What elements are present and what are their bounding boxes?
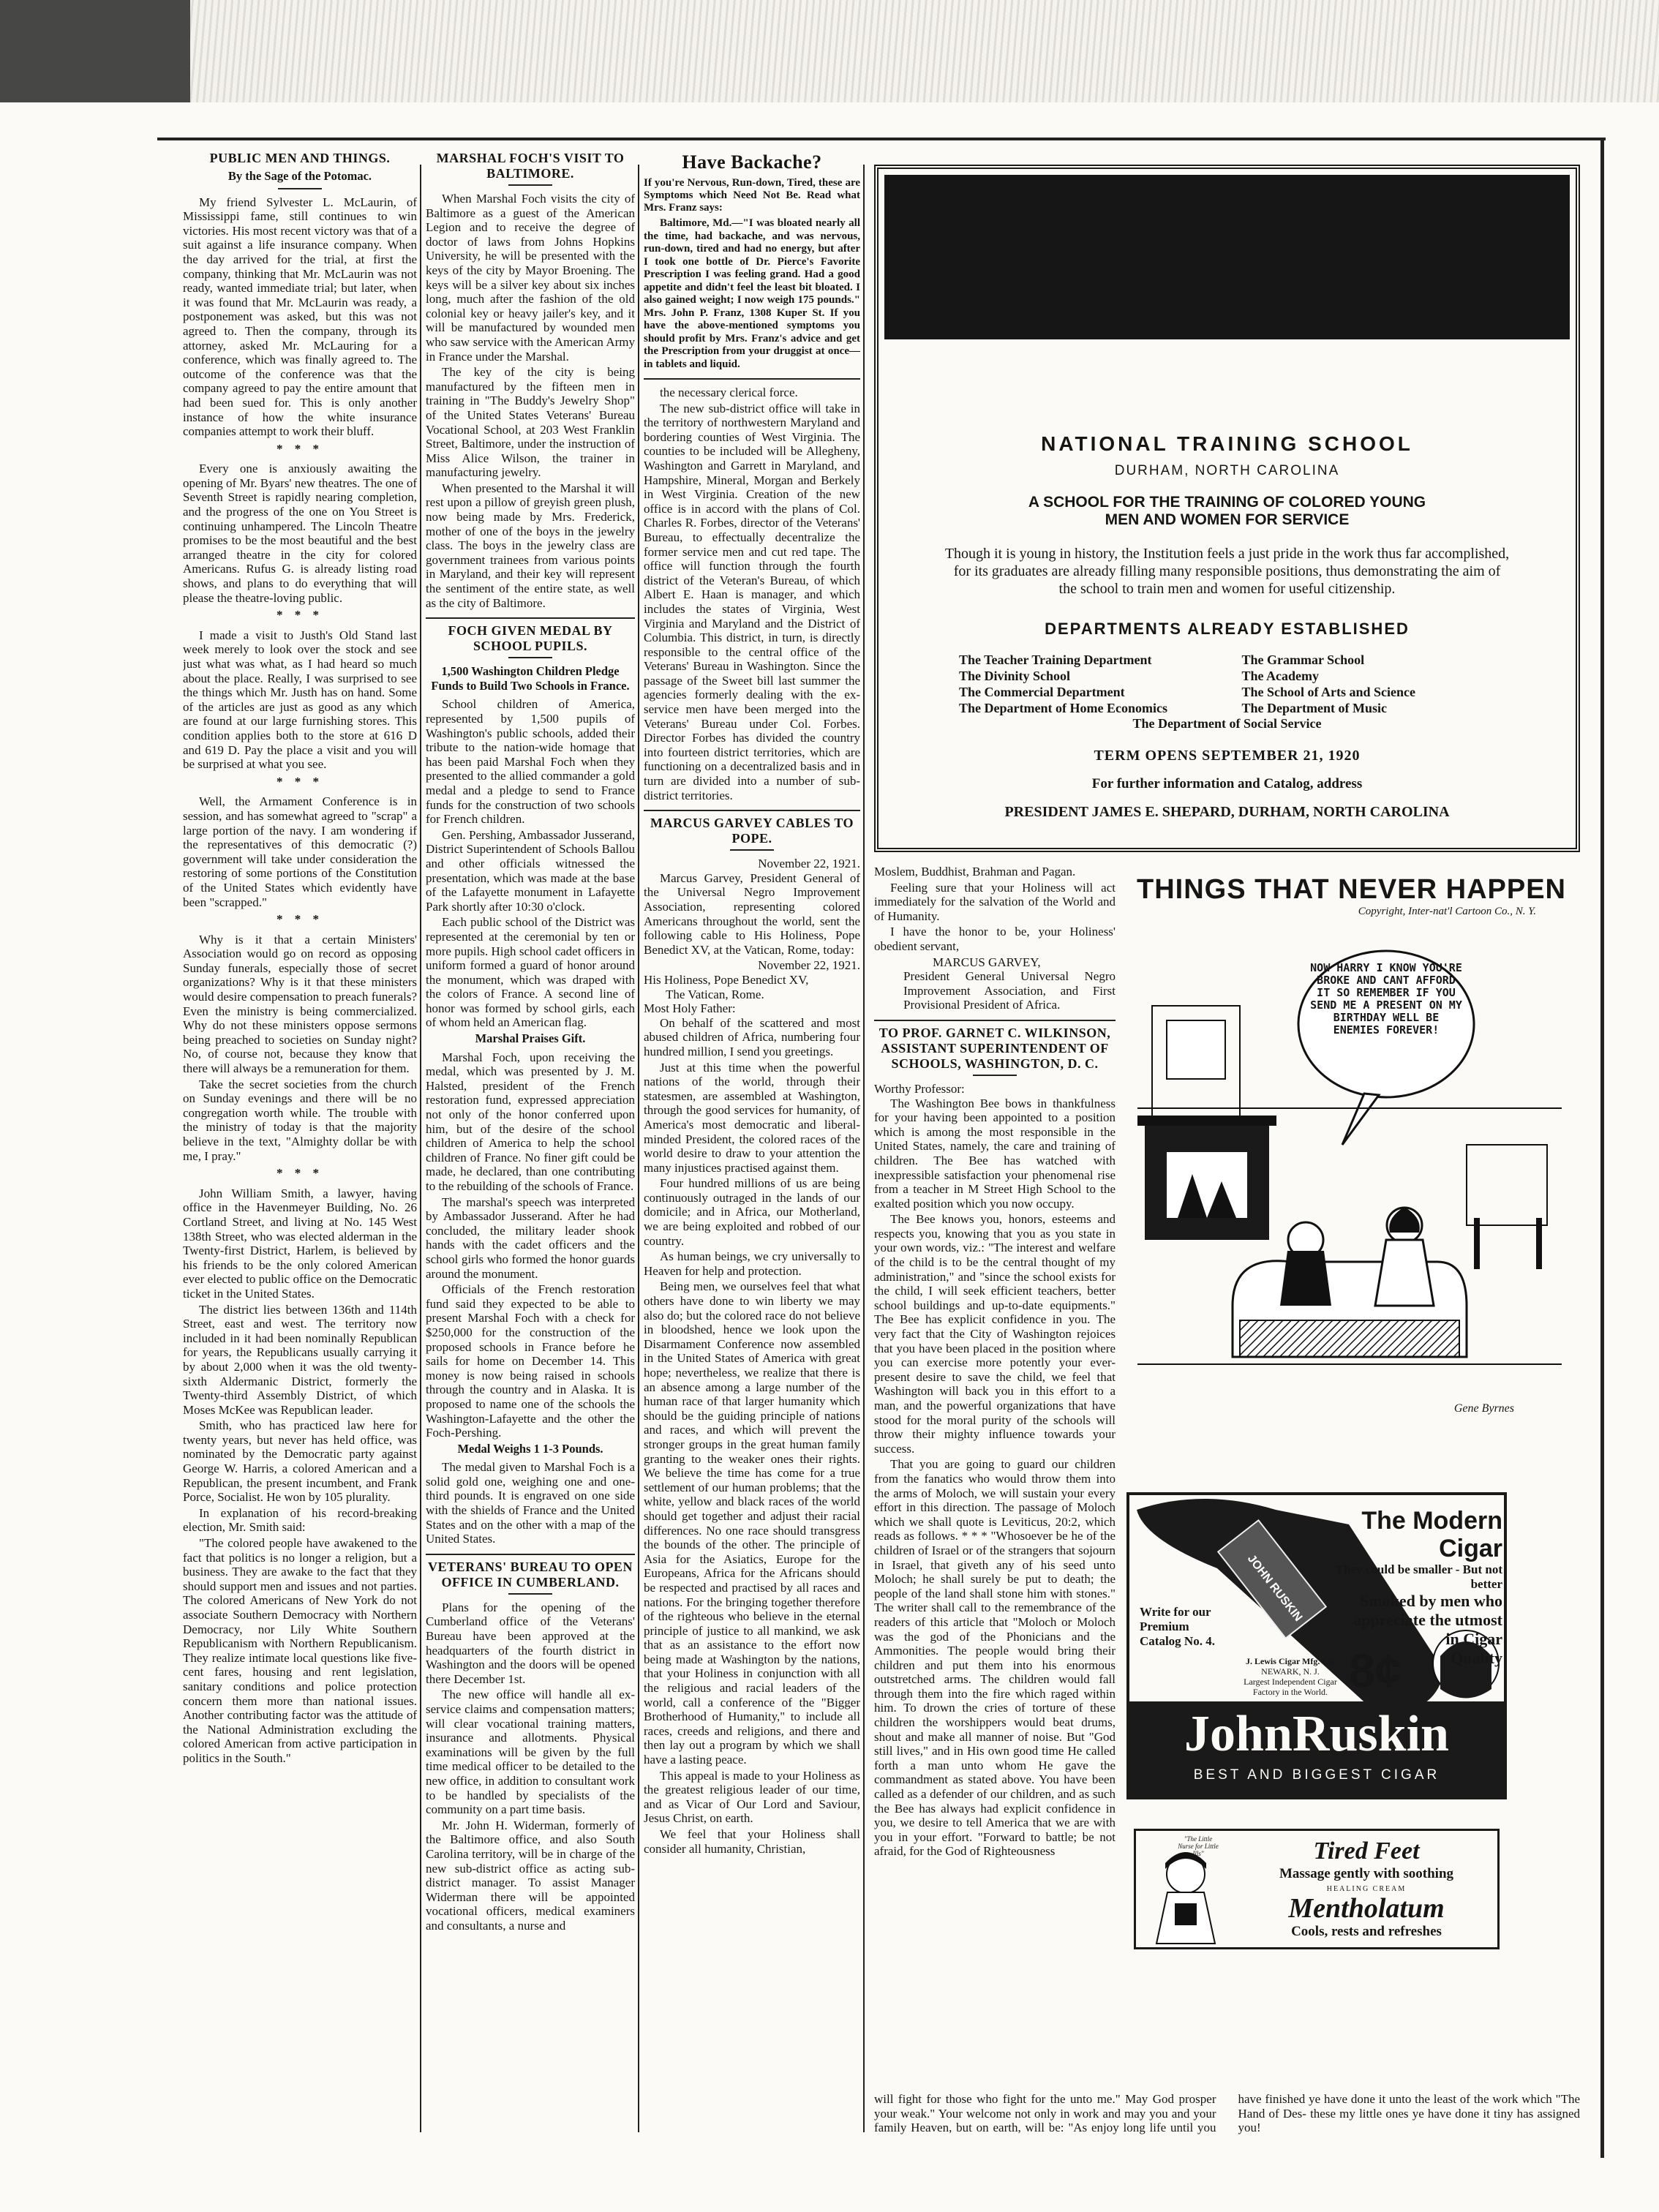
paragraph: The new office will handle all ex-service claims and compensation matters; will clear vocational training matters, insurance and allotments. Physical examinations will be given by the full time medical officer to be detailed to the new office, in addition to consultant work to be handled by specialists of the community on a part time basis. [426,1688,635,1817]
cigar-price: 8¢ [1349,1644,1402,1697]
paragraph: In explanation of his record-breaking election, Mr. Smith said: [183,1505,417,1535]
departments-list [959,652,1502,716]
department-item: The Department of Social Service [1132,716,1322,731]
divider [426,617,635,619]
column-rule [420,165,421,2132]
address-line: The Vatican, Rome. [666,987,764,1001]
paragraph: The district lies between 136th and 114th Street, east and west. The territory now included in it had been nominally Republican for years, the Republicans usually carrying it by about 2,000 when it was the old twenty-sixth Aldermanic District, formerly the Twenty-third Assembly District, of which Moses McKee was Republican leader. [183,1302,417,1417]
divider [508,1593,552,1595]
paragraph: The new sub-district office will take in the territory of northwestern Maryland and bordering counties of West Virginia. The counties to be included will be Allegheny, Washington and Garrett in Maryland, and Hampshire, Mineral, Morgan and Berkely in West Virginia. Creation of the new office is in accord with the plans of Col. Charles R. Forbes, director of the Veterans' Bureau, to effectually decentralize the former service men and cut red tape. The office will function through the fourth district of the Veteran's Bureau, of which Albert E. Haan is manager, and which includes the states of Virginia, West Virginia and Maryland and the District of Columbia. This district, in turn, is directly responsible to the central office of the Veterans' Bureau in Washington. Since the passage of the Sweet bill last summer the agencies formerly dealing with the ex-service men have been merged into the Veterans' Bureau under Col. Forbes. Director Forbes has divided the country into fourteen district territories, which are functioning on a decentralized basis and in turn are divided into a number of sub-district territories. [644,401,860,802]
article-title: MARSHAL FOCH'S VISIT TO BALTIMORE. [436,151,625,181]
column-public-men [183,146,417,2136]
divider [508,184,552,186]
department-item: The Commercial Department [959,685,1125,699]
paragraph: As human beings, we cry universally to Heaven for help and protection. [644,1249,860,1278]
paragraph: Why is it that a certain Ministers' Association would go on record as opposing Sunday funerals, especially those of secret organizations? Why is it that these ministers would desire compensation to preach funerals? Even the ministry is being commercialized. Why do not these ministers oppose sermons being preached to societies on Sunday night? No, of course not, because they know that there will always be a remuneration for them. [183,932,417,1076]
paragraph: Four hundred millions of us are being continuously outraged in the lands of our domicile; and in Africa, our Motherland, we are being exploited and robbed of our country. [644,1176,860,1248]
school-tagline: MEN AND WOMEN FOR SERVICE [1105,511,1350,528]
divider [426,1554,635,1555]
address-line: His Holiness, Pope Benedict XV, [644,972,809,987]
scan-dark-corner [0,0,190,102]
column-rule [638,165,639,2132]
school-name: NATIONAL TRAINING SCHOOL [1041,432,1413,455]
paragraph: The marshal's speech was interpreted by Ambassador Jusserand. After he had concluded, the military leader shook hands with the cadet officers and the school girls who formed the honor guards around the monument. [426,1195,635,1281]
byline: By the Sage of the Potomac. [227,169,372,183]
scan-edge-artifact [0,0,1659,102]
column-wilkinson-continued [874,2092,1580,2151]
ad-subtitle: If you're Nervous, Run-down, Tired, these are Symptoms which Need Not Be. Read what Mrs. Franz says: [644,177,860,214]
mentholatum-healing: HEALING CREAM [1326,1885,1407,1893]
cigar-brand: JohnRuskin [1184,1706,1449,1762]
section-stars: * * * [276,1166,323,1181]
school-location: DURHAM, NORTH CAROLINA [1114,463,1340,478]
page-right-rule [1600,139,1604,2158]
department-item: The Teacher Training Department [959,652,1152,667]
paragraph: Plans for the opening of the Cumberland office of the Veterans' Bureau have been approved at the headquarters of the fourth district in Washington and the doors will be opened there December 1st. [426,1600,635,1686]
cartoon-illustration [1123,925,1580,1430]
column-rule [863,165,865,2132]
department-item: The School of Arts and Science [1241,685,1416,699]
paragraph: Just at this time when the powerful nations of the world, through their statesmen, are assembled at Washington, through the good services for humanity, of America's most democratic and liberal-minded President, the colored races of the world desire to draw to your attention the many injustices practised against them. [644,1060,860,1175]
paragraph: Being men, we ourselves feel that what others have done to win liberty we may also do; but the colored race do not believe in bloodshed, hence we look upon the Disarmament Conference now assembled in the United States of America with great hope; nevertheless, we realize that there is an absence among a large number of the human race of that larger humanity which should be the guiding principle of nations and races, and which will prevent the stronger groups in the great human family granting to the weaker ones their rights. We believe the time has come for a true settlement of our human problems; that the white, yellow and black races of the world should get together and adjust their racial differences. No one race should transgress the bounds of the other. The principle of Asia for the Asiatics, Europe for the Europeans, Africa for the Africans should be respected and practised by all races and nations. For the bringing together therefore of the righteous who believe in the eternal principle of justice to all mankind, we ask that as an assistance to the effort now being made at Washington by the nations, that your Holiness in conjunction with all the religious and racial leaders of the world, call a conference of the "Bigger Brotherhood of Humanity," to include all races, creeds and religions, and there and then lay out a program by which we shall have a lasting peace. [644,1279,860,1767]
cartoon-title: THINGS THAT NEVER HAPPEN [1136,874,1566,905]
mentholatum-brand: Mentholatum [1288,1893,1445,1924]
signature-title: President General Universal Negro Improvement Association, and First Provisional President of Africa. [903,969,1116,1012]
paragraph: This appeal is made to your Holiness as the greatest religious leader of our time, and as Vicar of Our Lord and Saviour, Jesus Christ, on earth. [644,1768,860,1826]
backache-ad [644,151,860,380]
cigar-band-text: JOHN RUSKIN [1244,1552,1305,1624]
paragraph: Each public school of the District was represented at the ceremonial by ten or more pupils. High school cadet officers in uniform formed a guard of honor around the monument, which was draped with the colors of France. A second line of honor was formed by school girls, each of whom held an American flag. [426,915,635,1030]
department-item: The Grammar School [1241,652,1365,667]
paragraph: Feeling sure that your Holiness will act immediately for the salvation of the World and of Humanity. [874,880,1116,923]
paragraph: Every one is anxiously awaiting the opening of Mr. Byars' new theatres. The one of Seventh Street is rapidly nearing completion, and the progress of the one on You Street is continuing unhampered. The Lincoln Theatre promises to be the most beautiful and the best arranged theatre in the city for colored Americans. Rufus G. is already listing road shows, and plans to do everything that will please the theatre-loving public. [183,462,417,605]
paragraph: "The colored people have awakened to the fact that politics is no longer a religion, but a business. They are awake to the fact that they should support men and issues and not parties. The colored Americans of New York do not associate Southern Democracy with Northern Democracy, nor Lily White Southern Republicanism with Northern Republicanism. They realize intimate local questions like five-cent fares, housing and rent legislation, sanitary conditions and police protection concern them more than national issues. Another contributing factor was the attitude of the National Administration excluding the colored American from active participation in politics in the South." [183,1536,417,1765]
paragraph: On behalf of the scattered and most abused children of Africa, numbering four hundred million, I send you greetings. [644,1015,860,1058]
ad-dark-banner [884,175,1570,339]
page-top-rule [157,138,1606,140]
paragraph: John William Smith, a lawyer, having office in the Havenmeyer Building, No. 26 Cortland Street, and living at No. 145 West 138th Street, who was elected alderman in the Twenty-first District, Harlem, is believed by his friends to be the only colored American ever elected to public office on the Democratic ticket in the United States. [183,1186,417,1301]
cigar-factory: Largest Independent Cigar Factory in the World. [1244,1677,1337,1697]
cartoon-panel [1123,874,1580,1430]
divider [973,1075,1017,1076]
column-foch [426,146,635,2136]
dateline: November 22, 1921. [758,857,860,871]
divider [730,849,774,851]
president-address: PRESIDENT JAMES E. SHEPARD, DURHAM, NORTH CAROLINA [1004,804,1450,820]
paragraph: The Bee knows you, honors, esteems and respects you, knowing that you as you state in your own words, viz.: "The interest and welfare of the child is to be the central thought of my administration," and "since the school exists for the child, I will seek efficient teachers, better school buildings and up-to-date equipments." The Bee has explicit confidence in you. The very fact that the City of Washington rejoices that you have been placed in the position where you can exercise more potently your ever-present desire to save the child, we feel that Washington will back you in this effort to a man, and the powerful organizations that have stood for the moral purity of the schools will throw their mighty influence towards your success. [874,1212,1116,1456]
paragraph: the necessary clerical force. [660,385,798,399]
national-training-school-ad [874,165,1580,852]
mentholatum-line: Cools, rests and refreshes [1291,1924,1442,1939]
article-title: FOCH GIVEN MEDAL BY SCHOOL PUPILS. [448,623,613,654]
cartoon-credit: Copyright, Inter-nat'l Cartoon Co., N. Y. [1358,906,1536,917]
section-stars: * * * [276,441,323,456]
subheading: 1,500 Washington Children Pledge Funds to Build Two Schools in France. [431,664,630,693]
term-dates: TERM OPENS SEPTEMBER 21, 1920 [1094,748,1361,764]
column-garvey [644,146,860,2136]
salutation: Worthy Professor: [874,1081,965,1096]
paragraph: Take the secret societies from the church on Sunday evenings and there will be no congregation worth while. The trouble with the ministry of today is that the majority believe in the text, "Almighty dollar be with me, I pray." [183,1077,417,1163]
cigar-line: in Cigar [1445,1630,1502,1648]
subheading: Marshal Praises Gift. [475,1031,586,1046]
departments-heading: DEPARTMENTS ALREADY ESTABLISHED [1045,620,1410,638]
mentholatum-ad [1134,1829,1500,1949]
department-item: The Divinity School [959,669,1071,683]
school-tagline: A SCHOOL FOR THE TRAINING OF COLORED YOUNG [1028,494,1426,511]
catalog-offer: Write for our Premium Catalog No. 4. [1140,1605,1215,1648]
divider [278,188,322,189]
cigar-line: appreciate the utmost [1353,1611,1502,1629]
paragraph: will fight for those who fight for the unto me." May God prosper your weak." Your welcome not only in work and may you and your family Heaven, but on earth, will be: "As enjoy long life until you have finished ye have done it unto the least of the work which "The Hand of Des- these my little ones ye have done it tiny has assigned you! [874,2092,1580,2135]
paragraph: I made a visit to Justh's Old Stand last week merely to look over the stock and see just what was what, as I had heard so much about the place. Really, I was surprised to see the things which Mr. Justh has on hand. Some of the articles are just as good as any which are found at our large furnishing stores. This condition applies both to the store at 616 D and 619 D. Pay the place a visit and you will be surprised at what you see. [183,628,417,772]
paragraph: School children of America, represented by 1,500 pupils of Washington's public schools, added their tribute to the nation-wide homage that has been paid Marshal Foch when they presented to the allied commander a gold medal and a pledge to send to France funds for the construction of two schools for French children. [426,697,635,827]
paragraph: When Marshal Foch visits the city of Baltimore as a guest of the American Legion and to receive the degree of doctor of laws from Johns Hopkins University, he will be presented with the keys of the city by Mayor Broening. The keys will be a silver key about six inches long, much after the fashion of the old colonial key or heavy jailer's key, and it will be manufactured by wounded men who saw service with the American Army in France under the Marshal. [426,192,635,364]
article-title: TO PROF. GARNET C. WILKINSON, ASSISTANT SUPERINTENDENT OF SCHOOLS, WASHINGTON, D. C. [879,1025,1111,1071]
department-item: The Department of Music [1241,701,1387,715]
school-description: Though it is young in history, the Institution feels a just pride in the work thus far accomplished, for its graduates are already filling many responsible positions, thus demonstrating the aim of the school to train men and women for useful citizenship. [944,546,1510,597]
ad-body: Baltimore, Md.—"I was bloated nearly all the time, had backache, and was nervous, run-down, tired and had no energy, but after I took one bottle of Dr. Pierce's Favorite Prescription I was feeling grand. Had a good appetite and didn't feel the least bit bloated. I also gained weight; I now weigh 175 pounds." Mrs. John P. Franz, 1308 Kuper St. If you have the above-mentioned symptoms you should profit by Mrs. Franz's advice and get the Prescription from your druggist at once—in tablets and liquid. [644,217,860,370]
section-stars: * * * [276,912,323,927]
section-stars: * * * [276,608,323,622]
cigar-line: They could be smaller - But not better [1335,1562,1502,1591]
divider [874,1020,1116,1021]
article-title: MARCUS GARVEY CABLES TO POPE. [650,816,854,846]
article-title: PUBLIC MEN AND THINGS. [209,151,391,165]
paragraph: We feel that your Holiness shall consider all humanity, Christian, [644,1827,860,1856]
catalog-info: For further information and Catalog, address [1091,776,1363,791]
section-stars: * * * [276,774,323,789]
paragraph: Moslem, Buddhist, Brahman and Pagan. [874,865,1076,879]
john-ruskin-cigar-ad [1126,1492,1507,1799]
cigar-heading: The Modern Cigar [1361,1507,1502,1562]
divider [508,657,552,658]
paragraph: When presented to the Marshal it will rest upon a pillow of greyish green plush, now being made by Mrs. Frederick, mother of one of the boys in the jewelry class. The boys in the jewelry class are government trainees from various points in Maryland, and their key will represent the sentiment of the entire state, as well as the city of Baltimore. [426,481,635,610]
mentholatum-title: Tired Feet [1313,1837,1420,1865]
article-title: VETERANS' BUREAU TO OPEN OFFICE IN CUMBERLAND. [428,1559,633,1590]
cigar-city: NEWARK, N. J. [1261,1666,1320,1677]
paragraph: I have the honor to be, your Holiness' obedient servant, [874,925,1116,953]
cartoon-signature: Gene Byrnes [1453,1402,1514,1415]
column-wilkinson [874,865,1116,2101]
paragraph: The key of the city is being manufactured by the fifteen men in training in "The Buddy's Jewelry Shop" of the United States Veterans' Bureau Vocational School, at 203 West Franklin Street, Baltimore, under the instruction of Miss Alice Wilson, the trainer in manufacturing jewelry. [426,365,635,480]
ad-title: Have Backache? [682,151,822,173]
paragraph: Well, the Armament Conference is in session, and has somewhat agreed to "scrap" a large portion of the navy. I am wondering if the representatives of this democratic (?) government will take under consideration the restoring of some portions of the Constitution of the United States which evidently have been "scrapped." [183,794,417,909]
cigar-maker: J. Lewis Cigar Mfg. Co. [1245,1656,1336,1666]
paragraph: That you are going to guard our children from the fanatics who would throw them into the arms of Moloch, we will sustain your every effort in this direction. The passage of Moloch which we shall quote is Leviticus, 20:2, which reads as follows. * * * "Whosoever be he of the children of Israel or of the strangers that sojourn in Israel, that giveth any of his seed unto Moloch; he shall surely be put to death; the people of the land shall stone him with stones." The writer shall call to the remembrance of the readers of this article that "Moloch or Moloch was the god of the Phonicians and the Ammonities. The people would bring their children and put them into his enormous outstretched arms. The children would fall through them into the fire which raged within him. To drown the cries of torture of these children the worshippers would beat drums, shout and make all manner of noise. But "God still lives," and in His own good time He called forth a man unto whom He gave the commandment as stated above. You have been called as a defender of our children, and as such the Bee has always had explicit confidence in you, we desire to tell America that we are with you in your effort. "Forward to battle; be not afraid, for the God of Righteousness [874,1457,1116,1859]
paragraph: The Washington Bee bows in thankfulness for your having been appointed to a position which is among the most responsible in the United States, namely, the care and training of children. The Bee has watched with inexpressible satisfaction your phenomenal rise from a teacher in M Street High School to the exalted position which you now occupy. [874,1096,1116,1211]
cigar-line: Quality [1451,1649,1502,1667]
department-item: The Department of Home Economics [959,701,1167,715]
paragraph: Marcus Garvey, President General of the Universal Negro Improvement Association, representing colored Americans throughout the world, sent the following cable to His Holiness, Pope Benedict XV, at the Vatican, Rome, today: [644,870,860,957]
cigar-line: Smoked by men who [1360,1592,1502,1610]
paragraph: Marshal Foch, upon receiving the medal, which was presented by J. M. Halsted, president of the French restoration fund, expressed appreciation not only of the honor conferred upon him, but of the desire of the school children of America to help the school children of France. No finer gift could be made, he declared, than one contributing to the rebuilding of the schools of France. [426,1050,635,1193]
department-item: The Academy [1241,669,1319,683]
subheading: Medal Weighs 1 1-3 Pounds. [457,1441,603,1456]
cigar-slogan: BEST AND BIGGEST CIGAR [1193,1767,1440,1783]
divider [644,810,860,811]
paragraph: The medal given to Marshal Foch is a solid gold one, weighing one and one-third pounds. It is engraved on one side with the shields of France and the United States and on the other with a map of the United States. [426,1460,635,1546]
speech-bubble-text: NOW HARRY I KNOW YOU'RE BROKE AND CANT AFFORD IT SO REMEMBER IF YOU SEND ME A PRESENT ON MY BIRTHDAY WELL BE ENEMIES FOREVER! [1310,962,1462,1037]
signature-name: MARCUS GARVEY, [933,955,1041,969]
paragraph: Gen. Pershing, Ambassador Jusserand, District Superintendent of Schools Ballou and other officials witnessed the presentation, which was made at the base of the Lafayette monument in Lafayette Park shortly after 10:30 o'clock. [426,827,635,914]
dateline: November 22, 1921. [758,958,860,973]
paragraph: Officials of the French restoration fund said they expected to be able to present Marshal Foch with a check for $250,000 for the construction of the proposed schools in France before he sails for home on December 14. This money is now being raised in schools through the country and in Alaska. It is proposed to name one of the schools the Washington-Lafayette and the other the Foch-Pershing. [426,1282,635,1440]
paragraph: Smith, who has practiced law here for twenty years, but never has held office, was nominated by the Democratic party against George W. Harris, a colored American and a Republican, the present incumbent, and Frank Porce, Socialist. He won by 105 plurality. [183,1418,417,1505]
paragraph: Mr. John H. Widerman, formerly of the Baltimore office, and also South Carolina territory, will be in charge of the new sub-district office as acting sub-district manager. To assist Manager Widerman there will be appointed vocational officers, medical examiners and consultants, a nurse and [426,1818,635,1933]
mentholatum-line: Massage gently with soothing [1279,1866,1454,1881]
paragraph: My friend Sylvester L. McLaurin, of Mississippi fame, still continues to win victories. His most recent victory was that of a suit against a life insurance company. When the day arrived for the trial, at first the company, thinking that Mr. McLaurin was not ready, wanted immediate trial; but later, when it was found that Mr. McLaurin was ready, a postponement was asked, but this was not agreed to. Then the company, through its attorney, asked Mr. McLauring for a conference, which was finally agreed to. The outcome of the conference was that the company agreed to pay the entire amount that had been sued for. This is only another instance of how the white insurance companies attempt to work their bluff. [183,195,417,439]
nurse-badge: "The Little Nurse for Little Ills" [1178,1835,1219,1857]
address-line: Most Holy Father: [644,1001,736,1016]
